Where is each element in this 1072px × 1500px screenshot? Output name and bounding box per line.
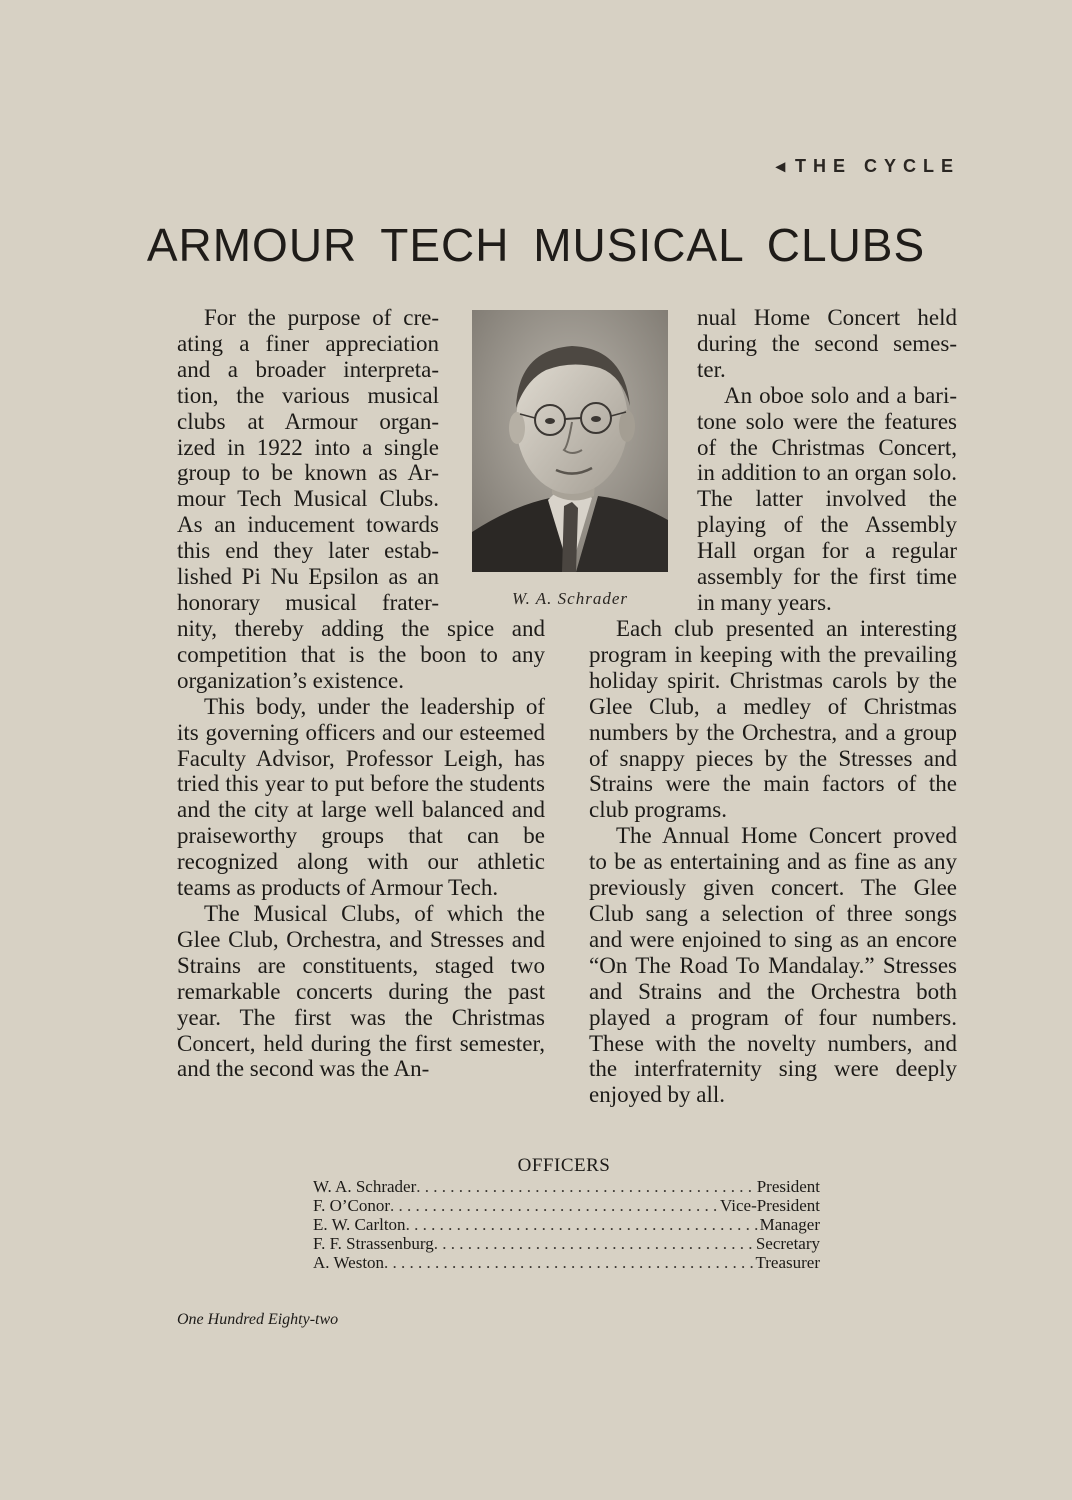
officer-name: E. W. Carlton xyxy=(313,1215,406,1234)
text-line: clubs at Armour organ- xyxy=(177,408,439,434)
page-number: One Hundred Eighty-two xyxy=(177,1311,339,1328)
text-line: mour Tech Musical Clubs. xyxy=(177,486,439,512)
paragraph: This body, under the leadership of its governing officers and our esteemed Faculty Advisor, Professor Leigh, has tried this year to put before the students and the city at large well balanced and praiseworthy groups that can be recognized along with our athletic teams as products of Armour Tech. xyxy=(177,693,545,901)
text-line: and a broader interpreta- xyxy=(177,356,439,382)
text-line: tion, the various musical xyxy=(177,382,439,408)
officer-name: W. A. Schrader xyxy=(313,1177,417,1196)
text-line: For the purpose of cre- xyxy=(204,305,439,330)
photo-caption: W. A. Schrader xyxy=(512,589,628,608)
text-line: this end they later estab- xyxy=(177,538,439,564)
text-line: in many years. xyxy=(697,589,832,615)
officer-name: A. Weston xyxy=(313,1253,385,1272)
text-line: An oboe solo and a bari- xyxy=(724,382,957,408)
text-line: nual Home Concert held xyxy=(697,305,957,330)
paragraph: Each club presented an interesting program in keeping with the prevailing holiday spirit. Christmas carols by the Glee Club, a medley of Christmas numbers by the Orchestra, and a group of snappy pieces by the Stresses and Strains were the main factors of the club programs. xyxy=(589,616,957,823)
left-column-top xyxy=(177,305,439,616)
text-line: assembly for the first time xyxy=(697,564,957,590)
running-head-text: THE CYCLE xyxy=(794,156,960,176)
text-line: tone solo were the features xyxy=(697,408,957,434)
paragraph: nity, thereby adding the spice and competition that is the boon to any organization’s existence. xyxy=(177,616,545,693)
portrait-photo xyxy=(472,310,668,572)
right-column-main xyxy=(589,616,957,1108)
paragraph: The Annual Home Concert proved to be as entertaining and as fine as any previously given concert. The Glee Club sang a selection of three songs and were enjoined to sing as an encore “On The Road To Mandalay.” Stresses and Strains and the Orchestra both played a program of four numbers. These with the novelty numbers, and the interfraternity sing were deeply enjoyed by all. xyxy=(589,823,957,1108)
text-line: honorary musical frater- xyxy=(177,589,439,615)
leader-dots xyxy=(384,1253,755,1272)
text-line: lished Pi Nu Epsilon as an xyxy=(177,564,439,590)
text-line: group to be known as Ar- xyxy=(177,460,439,486)
officer-row xyxy=(313,1196,820,1215)
officers-list xyxy=(313,1177,820,1272)
officer-row xyxy=(313,1234,820,1253)
portrait-image xyxy=(472,310,668,572)
text-line: of the Christmas Concert, xyxy=(697,434,957,460)
text-line: As an inducement towards xyxy=(177,512,439,538)
text-line: ter. xyxy=(697,356,726,382)
right-column-top xyxy=(697,305,957,616)
page-title: ARMOUR TECH MUSICAL CLUBS xyxy=(146,219,926,271)
officer-name: F. O’Conor xyxy=(313,1196,391,1215)
officer-row xyxy=(313,1215,820,1234)
text-line: in addition to an organ solo. xyxy=(697,460,957,486)
text-line: ized in 1922 into a single xyxy=(177,434,439,460)
officer-role: Vice-President xyxy=(720,1196,820,1215)
officer-role: President xyxy=(756,1177,820,1196)
officers-heading: OFFICERS xyxy=(517,1155,611,1176)
left-arrow-icon: ◂ xyxy=(775,156,785,176)
officer-name: F. F. Strassenburg xyxy=(313,1234,434,1253)
text-line: ating a finer appreciation xyxy=(177,330,439,356)
text-line: The latter involved the xyxy=(697,486,957,512)
text-line: Hall organ for a regular xyxy=(697,538,957,564)
officer-role: Treasurer xyxy=(755,1253,820,1272)
leader-dots xyxy=(416,1177,756,1196)
officer-row xyxy=(313,1253,820,1272)
leader-dots xyxy=(390,1196,720,1215)
left-column-main xyxy=(177,616,545,1082)
text-line: during the second semes- xyxy=(697,330,957,356)
text-line: playing of the Assembly xyxy=(697,512,957,538)
paragraph: The Musical Clubs, of which the Glee Club, Orchestra, and Stresses and Strains are constituents, staged two remarkable concerts during the past year. The first was the Christmas Concert, held during the first semester, and the second was the An- xyxy=(177,900,545,1082)
leader-dots xyxy=(434,1234,756,1253)
leader-dots xyxy=(406,1215,760,1234)
officer-role: Manager xyxy=(759,1215,820,1234)
officer-role: Secretary xyxy=(755,1234,820,1253)
running-head xyxy=(776,156,960,177)
officer-row xyxy=(313,1177,820,1196)
